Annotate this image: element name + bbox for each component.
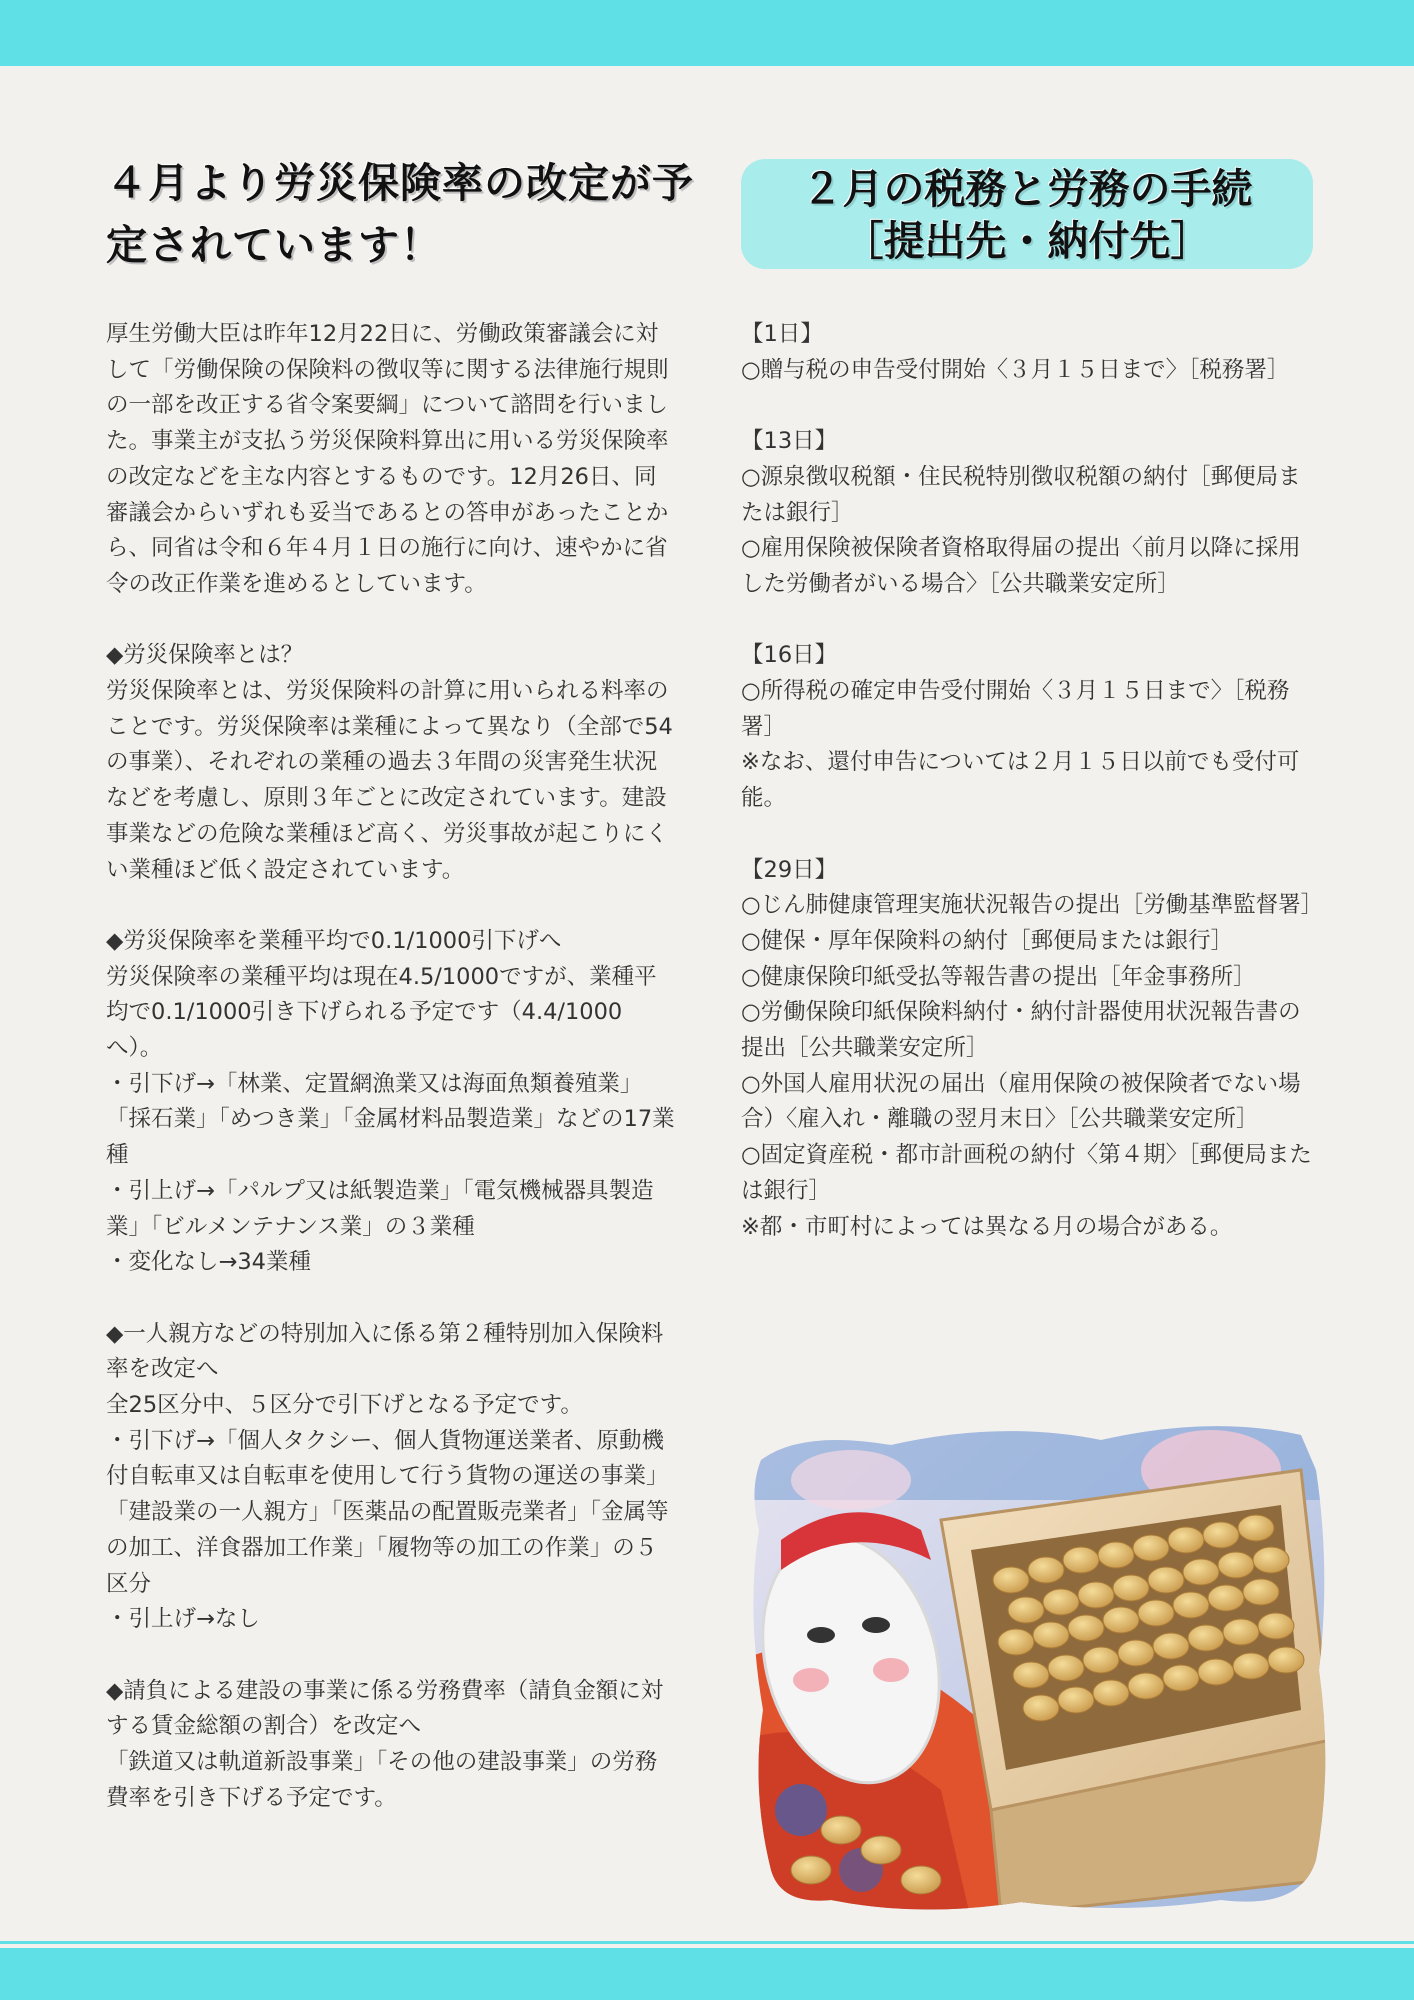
schedule-item: ○贈与税の申告受付開始〈３月１５日まで〉［税務署］ [741,356,1290,383]
section-heading: ◆一人親方などの特別加入に係る第２種特別加入保険料率を改定へ [106,1320,664,1383]
schedule-subtitle: ［提出先・納付先］ [842,217,1212,265]
schedule-item: ○健康保険印紙受払等報告書の提出［年金事務所］ [741,963,1256,990]
schedule-item: ○源泉徴収税額・住民税特別徴収税額の納付［郵便局または銀行］ [741,463,1301,526]
article-section [106,638,676,888]
article-section [106,1674,676,1817]
paragraph: 全25区分中、５区分で引下げとなる予定です。 [106,1392,583,1419]
soybeans-photo-icon [741,1410,1336,1920]
article-section [106,1317,676,1638]
article-section [106,924,676,1281]
list-item: ・引下げ→「個人タクシー、個人貨物運送業者、原動機付自転車又は自転車を使用して行う貨物の運送の事業」「建設業の一人親方」「医薬品の配置販売業者」「金属等の加工、洋食器加工作業」「履物等の加工の作業」の５区分 [106,1427,669,1597]
article-body [106,317,676,1816]
schedule-item: ○固定資産税・都市計画税の納付〈第４期〉［郵便局または銀行］ [741,1142,1312,1204]
section-heading: ◆請負による建設の事業に係る労務費率（請負金額に対する賃金総額の割合）を改定へ [106,1677,664,1740]
bottom-accent-line [0,1941,1414,1944]
schedule-day [741,424,1321,603]
bottom-accent-bar [0,1948,1414,2000]
list-item: ・引上げ→なし [106,1606,260,1633]
paragraph: 労災保険率とは、労災保険料の計算に用いられる料率のことです。労災保険率は業種によって異なり（全部で54の事業）、それぞれの業種の過去３年間の災害発生状況などを考慮し、原則３年ごとに改定されています。建設事業などの危険な業種ほど高く、労災事故が起こりにくい業種ほど低く設定されています。 [106,678,673,883]
schedule-item: ○じん肺健康管理実施状況報告の提出［労働基準監督署］ [741,892,1324,919]
schedule-note: ※都・市町村によっては異なる月の場合がある。 [741,1213,1233,1240]
schedule-note: ※なお、還付申告については２月１５日以前でも受付可能。 [741,749,1300,812]
schedule-item: ○所得税の確定申告受付開始〈３月１５日まで〉［税務署］ [741,678,1290,740]
schedule-item: ○雇用保険被保険者資格取得届の提出〈前月以降に採用した労働者がいる場合〉［公共職業安定所］ [741,535,1301,597]
day-label: 【16日】 [741,642,838,669]
day-label: 【29日】 [741,856,838,883]
schedule-item: ○労働保険印紙保険料納付・納付計器使用状況報告書の提出［公共職業安定所］ [741,999,1301,1062]
list-item: ・変化なし→34業種 [106,1249,311,1276]
paragraph: 厚生労働大臣は昨年12月22日に、労働政策審議会に対して「労働保険の保険料の徴収等に関する法律施行規則の一部を改正する省令案要綱」について諮問を行いました。事業主が支払う労災保険料算出に用いる労災保険率の改定などを主な内容とするものです。12月26日、同審議会からいずれも妥当であるとの答申があったことから、同省は令和６年４月１日の施行に向け、速やかに省令の改正作業を進めるとしています。 [106,321,669,597]
paragraph: 「鉄道又は軌道新設事業」「その他の建設事業」の労務費率を引き下げる予定です。 [106,1749,658,1811]
list-item: ・引下げ→「林業、定置網漁業又は海面魚類養殖業」「採石業」「めつき業」「金属材料品製造業」などの17業種 [106,1070,675,1169]
schedule-item: ○外国人雇用状況の届出（雇用保険の被保険者でない場合）〈雇入れ・離職の翌月末日〉［公共職業安定所］ [741,1070,1301,1133]
section-heading: ◆労災保険率とは？ [106,642,304,669]
schedule-list [741,317,1324,1245]
day-label: 【1日】 [741,321,823,347]
article-section [106,317,676,603]
day-label: 【13日】 [741,428,838,455]
article-title: ４月より労災保険率の改定が予定されています！ [106,159,694,269]
schedule-day [741,638,1321,817]
paragraph: 労災保険率の業種平均は現在4.5/1000ですが、業種平均で0.1/1000引き下げられる予定です（4.4/1000へ）。 [106,963,657,1062]
schedule-title: ２月の税務と労務の手続 [801,165,1253,213]
top-accent-bar [0,0,1414,66]
section-heading: ◆労災保険率を業種平均で0.1/1000引下げへ [106,927,562,954]
schedule-title-box [741,159,1313,269]
schedule-item: ○健保・厚年保険料の納付［郵便局または銀行］ [741,927,1234,954]
schedule-day [741,853,1324,1246]
schedule-day [741,317,1321,388]
list-item: ・引上げ→「パルプ又は紙製造業」「電気機械器具製造業」「ビルメンテナンス業」の３業種 [106,1177,654,1240]
